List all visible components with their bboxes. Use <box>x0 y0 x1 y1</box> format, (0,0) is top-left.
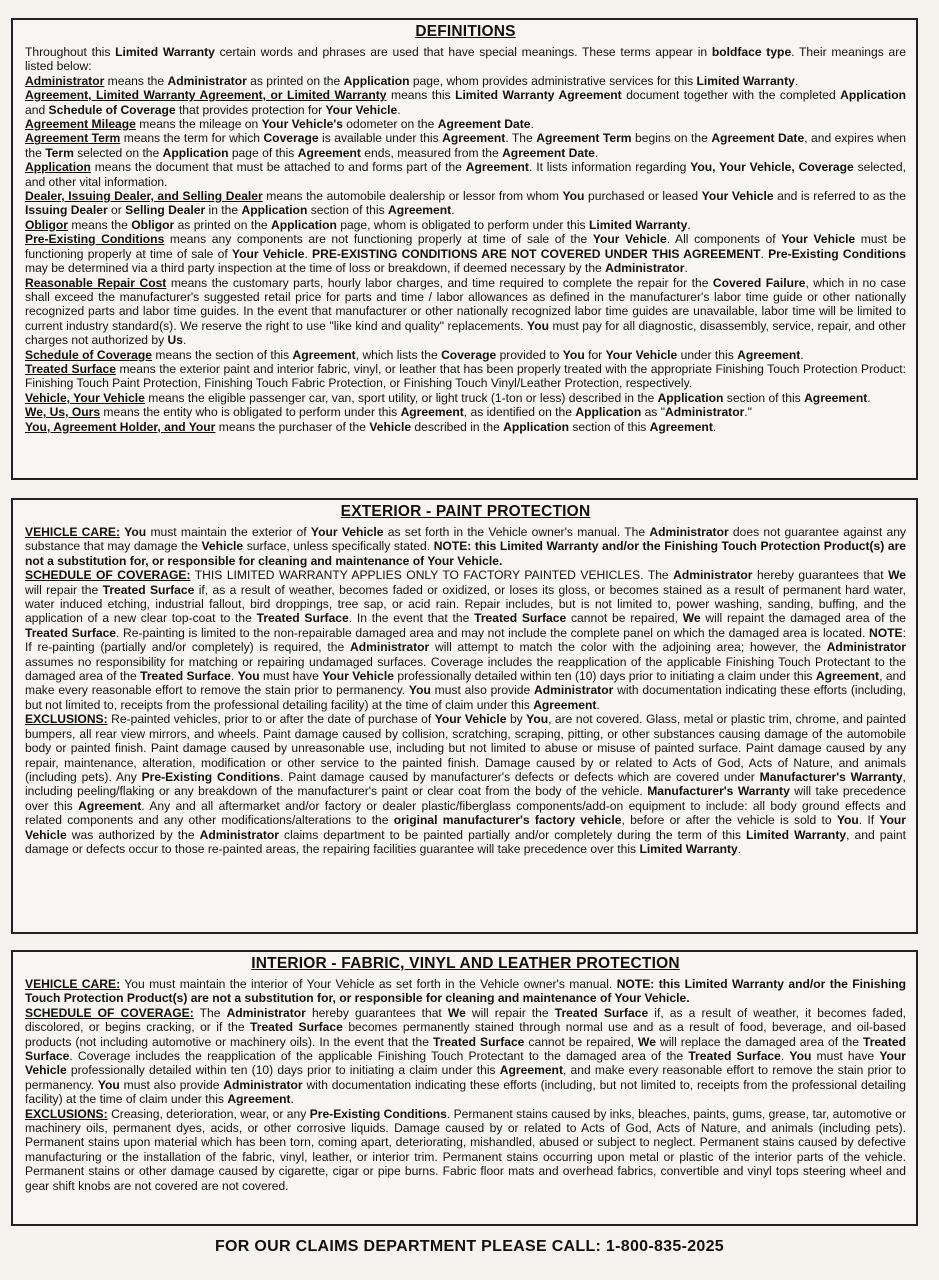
paragraph: Agreement Term means the term for which Coverage is available under this Agreement. The Agreement Term begins on the Agreement Date, and expires when the Term selected on the Application page of this Agreement ends, measured from the Agreement Date. <box>25 131 907 160</box>
bold-text: Your Vehicle <box>434 712 507 727</box>
bold-text: Treated Surface <box>688 1049 781 1064</box>
bold-text: original manufacturer's factory vehicle <box>393 813 622 828</box>
bold-text: Treated Surface <box>256 611 349 626</box>
paragraph: Dealer, Issuing Dealer, and Selling Dealer means the automobile dealership or lessor from whom You purchased or leased Your Vehicle and is referred to as the Issuing Dealer or Selling Dealer in the Application section of this Agreement. <box>25 189 906 218</box>
bold-text: Administrator <box>534 683 614 698</box>
bold-text: Selling Dealer <box>125 203 206 218</box>
bold-text: NOTE: this Limited Warranty and/or the Finishing Touch Protection Product(s) are not a substitution for, or responsible for cleaning and maintenance of Your Vehicle. <box>25 977 906 1006</box>
bold-text: Agreement Term <box>536 131 632 146</box>
exterior-body <box>25 525 906 856</box>
defined-term: EXCLUSIONS: <box>25 1106 108 1121</box>
bold-text: Pre-Existing Conditions <box>141 769 281 784</box>
paragraph: Administrator means the Administrator as printed on the Application page, whom provides administrative services for this Limited Warranty. <box>25 73 799 88</box>
bold-text: Vehicle <box>201 539 244 554</box>
bold-text: Agreement <box>465 160 529 175</box>
bold-text: You <box>562 189 585 204</box>
bold-text: Agreement <box>388 203 452 218</box>
defined-term: Agreement Mileage <box>25 117 136 132</box>
defined-term: Vehicle, Your Vehicle <box>25 390 145 405</box>
bold-text: Your Vehicle <box>605 347 678 362</box>
bold-text: Application <box>657 390 724 405</box>
bold-text: Application <box>271 217 337 232</box>
bold-text: Pre-Existing Conditions <box>309 1106 447 1121</box>
defined-term: SCHEDULE OF COVERAGE: <box>25 1005 194 1020</box>
defined-term: Treated Surface <box>25 361 116 376</box>
bold-text: Your Vehicle <box>25 813 907 842</box>
bold-text: Term <box>45 145 74 160</box>
bold-text: Treated Surface <box>140 669 231 684</box>
paragraph: We, Us, Ours means the entity who is obligated to perform under this Agreement, as identified on the Application as "Administrator." <box>25 405 752 420</box>
bold-text: Administrator <box>226 1005 306 1020</box>
bold-text: Agreement <box>533 697 597 712</box>
defined-term: Dealer, Issuing Dealer, and Selling Dealer <box>25 189 263 204</box>
definitions-title: DEFINITIONS <box>415 23 516 40</box>
bold-text: You <box>526 712 549 727</box>
paragraph: You, Agreement Holder, and Your means the purchaser of the Vehicle described in the Application section of this Agreement. <box>25 419 717 434</box>
bold-text: Your Vehicle <box>322 669 394 684</box>
bold-text: Your Vehicle <box>781 232 856 247</box>
defined-term: VEHICLE CARE: <box>25 977 121 991</box>
paragraph: Vehicle, Your Vehicle means the eligible passenger car, van, sport utility, or light truck (1-ton or less) described in the Application section of this Agreement. <box>25 390 871 405</box>
defined-term: Administrator <box>25 73 105 88</box>
paragraph: Throughout this Limited Warranty certain words and phrases are used that have special meanings. These terms appear in boldface type. Their meanings are listed below: <box>25 45 906 74</box>
bold-text: You <box>124 525 147 539</box>
bold-text: Treated Surface <box>102 582 195 597</box>
bold-text: Your Vehicle's <box>261 117 343 132</box>
bold-text: Covered Failure <box>712 275 806 290</box>
bold-text: Limited Warranty <box>639 841 738 856</box>
bold-text: Your Vehicle <box>310 525 384 539</box>
bold-text: Limited Warranty <box>588 217 688 232</box>
bold-text: NOTE <box>869 625 903 640</box>
interior-protection-section <box>11 950 918 1226</box>
bold-text: Agreement <box>78 798 142 813</box>
bold-text: Agreement <box>804 390 868 405</box>
claims-phone-footer: FOR OUR CLAIMS DEPARTMENT PLEASE CALL: 1-800-835-2025 <box>214 1238 725 1255</box>
paragraph: SCHEDULE OF COVERAGE: The Administrator hereby guarantees that We will repair the Treated Surface if, as a result of weather, it becomes faded, discolored, or begins cracking, or if the Treated Surface becomes permanently stained through normal use and as a result of food, beverage, and oil-based products (not including automotive or machinery oils). In the event that the Treated Surface cannot be repaired, We will replace the damaged area of the Treated Surface. Coverage includes the reapplication of the applicable Finishing Touch Protectant to the damaged area of the Treated Surface. You must have Your Vehicle professionally detailed within ten (10) days prior to initiating a claim under this Agreement, and make every reasonable effort to remove the stain prior to permanency. You must also provide Administrator with documentation indicating these efforts (including, but not limited to, receipts from the professional detailing facility) at the time of claim under this Agreement. <box>25 1005 907 1107</box>
bold-text: We <box>682 611 701 626</box>
bold-text: Administrator <box>167 73 247 88</box>
bold-text: Treated Surface <box>25 625 117 640</box>
bold-text: Agreement <box>815 669 880 684</box>
definitions-body <box>25 45 906 434</box>
bold-text: Agreement <box>297 145 361 160</box>
defined-term: Application <box>25 160 91 175</box>
bold-text: You <box>789 1049 812 1064</box>
bold-text: Agreement Date <box>437 117 531 132</box>
bold-text: Treated Surface <box>554 1005 649 1020</box>
bold-text: Your Vehicle <box>592 232 667 247</box>
bold-text: Agreement <box>499 1063 563 1078</box>
paragraph: VEHICLE CARE: You must maintain the exterior of Your Vehicle as set forth in the Vehicle owner's manual. The Administrator does not guarantee against any substance that may damage the Vehicle surface, unless specifically stated. NOTE: this Limited Warranty and/or the Finishing Touch Protection Product(s) are not a substitution for, or responsible for cleaning and maintenance of Your Vehicle. <box>25 525 906 568</box>
bold-text: Your Vehicle <box>325 102 398 117</box>
bold-text: NOTE: this Limited Warranty and/or the Finishing Touch Protection Product(s) are not a substitution for, or responsible for cleaning and maintenance of Your Vehicle. <box>25 539 906 568</box>
bold-text: Agreement <box>292 347 356 362</box>
bold-text: Pre-Existing Conditions <box>768 246 907 261</box>
bold-text: Agreement <box>227 1092 291 1107</box>
paragraph: Obligor means the Obligor as printed on the Application page, whom is obligated to perform under this Limited Warranty. <box>25 217 691 232</box>
bold-text: We <box>638 1034 656 1049</box>
bold-text: Administrator <box>349 640 430 655</box>
bold-text: Us <box>167 333 183 348</box>
bold-text: Vehicle <box>369 419 412 434</box>
bold-text: Application <box>343 73 410 88</box>
bold-text: Administrator <box>665 405 745 420</box>
bold-text: You <box>97 1077 120 1092</box>
exterior-title: EXTERIOR - PAINT PROTECTION <box>340 503 591 520</box>
paragraph: EXCLUSIONS: Creasing, deterioration, wear, or any Pre-Existing Conditions. Permanent stains caused by inks, bleaches, paints, gums, grease, tar, automotive or machinery oils, permanent dyes, acids, or other corrosive liquids. Damage caused by or related to Acts of God, Acts of Nature, and animals (including pets). Permanent stains upon material which has been torn, coming apart, deteriorating, mishandled, abused or subject to neglect. Permanent stains caused by defective manufacturing or the installation of the fabric, vinyl, leather, or interior trim. Permanent stains occurring upon metal or plastic of the interior parts of the vehicle. Permanent stains or other damage caused by cigarette, cigar or pipe burns. Fabric floor mats and overhead fabrics, convertible and vinyl tops steering wheel and gear shift knobs are not covered are not covered. <box>25 1106 906 1193</box>
bold-text: Limited Warranty <box>746 827 847 842</box>
bold-text: Administrator <box>649 525 729 539</box>
bold-text: Your Vehicle <box>25 1049 906 1078</box>
interior-body <box>25 977 906 1193</box>
bold-text: Application <box>162 145 229 160</box>
bold-text: You <box>527 318 549 333</box>
bold-text: Coverage <box>263 131 319 146</box>
paragraph: Schedule of Coverage means the section of this Agreement, which lists the Coverage provided to You for Your Vehicle under this Agreement. <box>25 347 804 362</box>
defined-term: Pre-Existing Conditions <box>25 232 165 247</box>
bold-text: You, Your Vehicle, Coverage <box>690 160 854 175</box>
bold-text: Treated Surface <box>432 1034 525 1049</box>
bold-text: Administrator <box>605 261 685 276</box>
bold-text: Agreement <box>400 405 464 420</box>
bold-text: Obligor <box>131 217 175 232</box>
definitions-section <box>11 18 918 480</box>
bold-text: You <box>237 669 260 684</box>
paragraph: Treated Surface means the exterior paint and interior fabric, vinyl, or leather that has been properly treated with the appropriate Finishing Touch Protection Product: Finishing Touch Paint Protection, Finishing Touch Fabric Protection, or Finishing Touch Vinyl/Leather Protection, respectively. <box>25 361 906 391</box>
bold-text: Application <box>575 405 642 420</box>
bold-text: Administrator <box>223 1077 303 1092</box>
bold-text: You <box>562 347 585 362</box>
defined-term: Schedule of Coverage <box>25 347 153 362</box>
paragraph: Agreement, Limited Warranty Agreement, or Limited Warranty means this Limited Warranty Agreement document together with the completed Application and Schedule of Coverage that provides protection for Your Vehicle. <box>25 88 907 117</box>
bold-text: Treated Surface <box>25 1034 907 1064</box>
bold-text: PRE-EXISTING CONDITIONS ARE NOT COVERED UNDER THIS AGREEMENT <box>312 246 761 261</box>
defined-term: VEHICLE CARE: <box>25 525 120 539</box>
paragraph: VEHICLE CARE: You must maintain the interior of Your Vehicle as set forth in the Vehicle owner's manual. NOTE: this Limited Warranty and/or the Finishing Touch Protection Product(s) are not a substitution for, or responsible for cleaning and maintenance of Your Vehicle. <box>25 977 906 1006</box>
paragraph: Agreement Mileage means the mileage on Your Vehicle's odometer on the Agreement Date. <box>25 117 534 132</box>
bold-text: Schedule of Coverage <box>48 102 176 117</box>
defined-term: Agreement, Limited Warranty Agreement, or Limited Warranty <box>25 88 387 103</box>
bold-text: Agreement Date <box>711 131 805 146</box>
bold-text: We <box>447 1005 466 1020</box>
bold-text: Coverage <box>441 347 497 362</box>
bold-text: We <box>888 568 907 583</box>
bold-text: Treated Surface <box>250 1020 343 1035</box>
bold-text: Manufacturer's Warranty <box>759 769 903 784</box>
bold-text: Limited Warranty <box>696 73 795 88</box>
paragraph: Reasonable Repair Cost means the customary parts, hourly labor charges, and time required to complete the repair for the Covered Failure, which in no case shall exceed the manufacturer's suggested retail price for parts and time / labor allowances as defined in the manufacturer's labor time guide or other nationally recognized parts and labor time guides. In the event that manufacturer or other nationally recognized labor time guides are unavailable, labor time will be limited to current industry standard(s). We reserve the right to use "like kind and quality" replacements. You must pay for all diagnostic, disassembly, service, repair, and other charges not authorized by Us. <box>25 275 907 348</box>
bold-text: You <box>836 813 859 828</box>
bold-text: You <box>408 683 431 698</box>
defined-term: We, Us, Ours <box>25 405 101 420</box>
bold-text: Agreement <box>442 131 506 146</box>
bold-text: Administrator <box>199 827 279 842</box>
bold-text: Issuing Dealer <box>25 203 108 218</box>
bold-text: Agreement Date <box>502 145 595 160</box>
defined-term: SCHEDULE OF COVERAGE: <box>25 568 191 583</box>
bold-text: Treated Surface <box>474 611 567 626</box>
defined-term: Obligor <box>25 217 68 232</box>
bold-text: Application <box>840 88 907 103</box>
bold-text: Administrator <box>826 640 906 655</box>
bold-text: Limited Warranty Agreement <box>455 88 622 103</box>
bold-text: Administrator <box>673 568 753 583</box>
defined-term: You, Agreement Holder, and Your <box>25 419 216 434</box>
bold-text: Manufacturer's Warranty <box>647 784 790 799</box>
bold-text: Limited Warranty <box>115 45 215 59</box>
exterior-paint-protection-section <box>11 498 918 934</box>
bold-text: Your Vehicle <box>701 189 774 204</box>
bold-text: Your Vehicle <box>231 246 305 261</box>
bold-text: boldface type <box>711 45 792 59</box>
paragraph: SCHEDULE OF COVERAGE: THIS LIMITED WARRANTY APPLIES ONLY TO FACTORY PAINTED VEHICLES. The Administrator hereby guarantees that We will repair the Treated Surface if, as a result of weather, becomes faded or oxidized, or loses its gloss, or becomes stained as a result of permanent hard water, water induced etching, industrial fallout, bird droppings, tree sap, or acid rain. Repair includes, but is not limited to, power washing, sanding, buffing, and the application of a new clear top-coat to the Treated Surface. In the event that the Treated Surface cannot be repaired, We will repaint the damaged area of the Treated Surface. Re-painting is limited to the non-repairable damaged area and may not include the complete panel on which the damaged area is located. NOTE: If re-painting (partially and/or completely) is required, the Administrator will attempt to match the color with the adjoining area; however, the Administrator assumes no responsibility for matching or repairing undamaged surfaces. Coverage includes the reapplication of the applicable Finishing Touch Protectant to the damaged area of the Treated Surface. You must have Your Vehicle professionally detailed within ten (10) days prior to initiating a claim under this Agreement, and make every reasonable effort to remove the stain prior to permanency. You must also provide Administrator with documentation indicating these efforts (including, but not limited to, receipts from the professional detailing facility) at the time of claim under this Agreement. <box>25 568 907 712</box>
interior-title: INTERIOR - FABRIC, VINYL AND LEATHER PROTECTION <box>251 955 680 972</box>
bold-text: Application <box>503 419 569 434</box>
defined-term: EXCLUSIONS: <box>25 712 108 727</box>
paragraph: EXCLUSIONS: Re-painted vehicles, prior to or after the date of purchase of Your Vehicle by You, are not covered. Glass, metal or plastic trim, chrome, and painted bumpers, all rear view mirrors, and wheels. Paint damage caused by collision, scratching, scraping, pitting, or other substances causing damage of the automobile body or painted finish. Paint damage caused by unreasonable use, including but not limited to abuse or misuse of painted surface. Paint damage caused by any repair, maintenance, alteration, modification or other service to the painted finish. Damage caused by or related to Acts of God, Acts of Nature, and animals (including pets). Any Pre-Existing Conditions. Paint damage caused by manufacturer's defects or defects which are covered under Manufacturer's Warranty, including peeling/flaking or any breakdown of the manufacturer's paint or clear coat from the body of the vehicle. Manufacturer's Warranty will take precedence over this Agreement. Any and all aftermarket and/or factory or dealer plastic/fiberglass components/add-on equipment to include: all body ground effects and related components and any other modifications/alterations to the original manufacturer's factory vehicle, before or after the vehicle is sold to You. If Your Vehicle was authorized by the Administrator claims department to be painted partially and/or completely during the term of this Limited Warranty, and paint damage or defects occur to those re-painted areas, the repairing facilities guarantee will take precedence over this Limited Warranty. <box>25 712 907 856</box>
paragraph: Pre-Existing Conditions means any components are not functioning properly at time of sale of the Your Vehicle. All components of Your Vehicle must be functioning properly at time of sale of Your Vehicle. PRE-EXISTING CONDITIONS ARE NOT COVERED UNDER THIS AGREEMENT. Pre-Existing Conditions may be determined via a third party inspection at the time of loss or breakdown, if deemed necessary by the Administrator. <box>25 232 907 276</box>
bold-text: Agreement <box>649 419 713 434</box>
defined-term: Reasonable Repair Cost <box>25 275 167 290</box>
bold-text: Application <box>241 203 308 218</box>
defined-term: Agreement Term <box>25 131 121 146</box>
paragraph: Application means the document that must be attached to and forms part of the Agreement. It lists information regarding You, Your Vehicle, Coverage selected, and other vital information. <box>25 160 906 189</box>
bold-text: Agreement <box>737 347 801 362</box>
